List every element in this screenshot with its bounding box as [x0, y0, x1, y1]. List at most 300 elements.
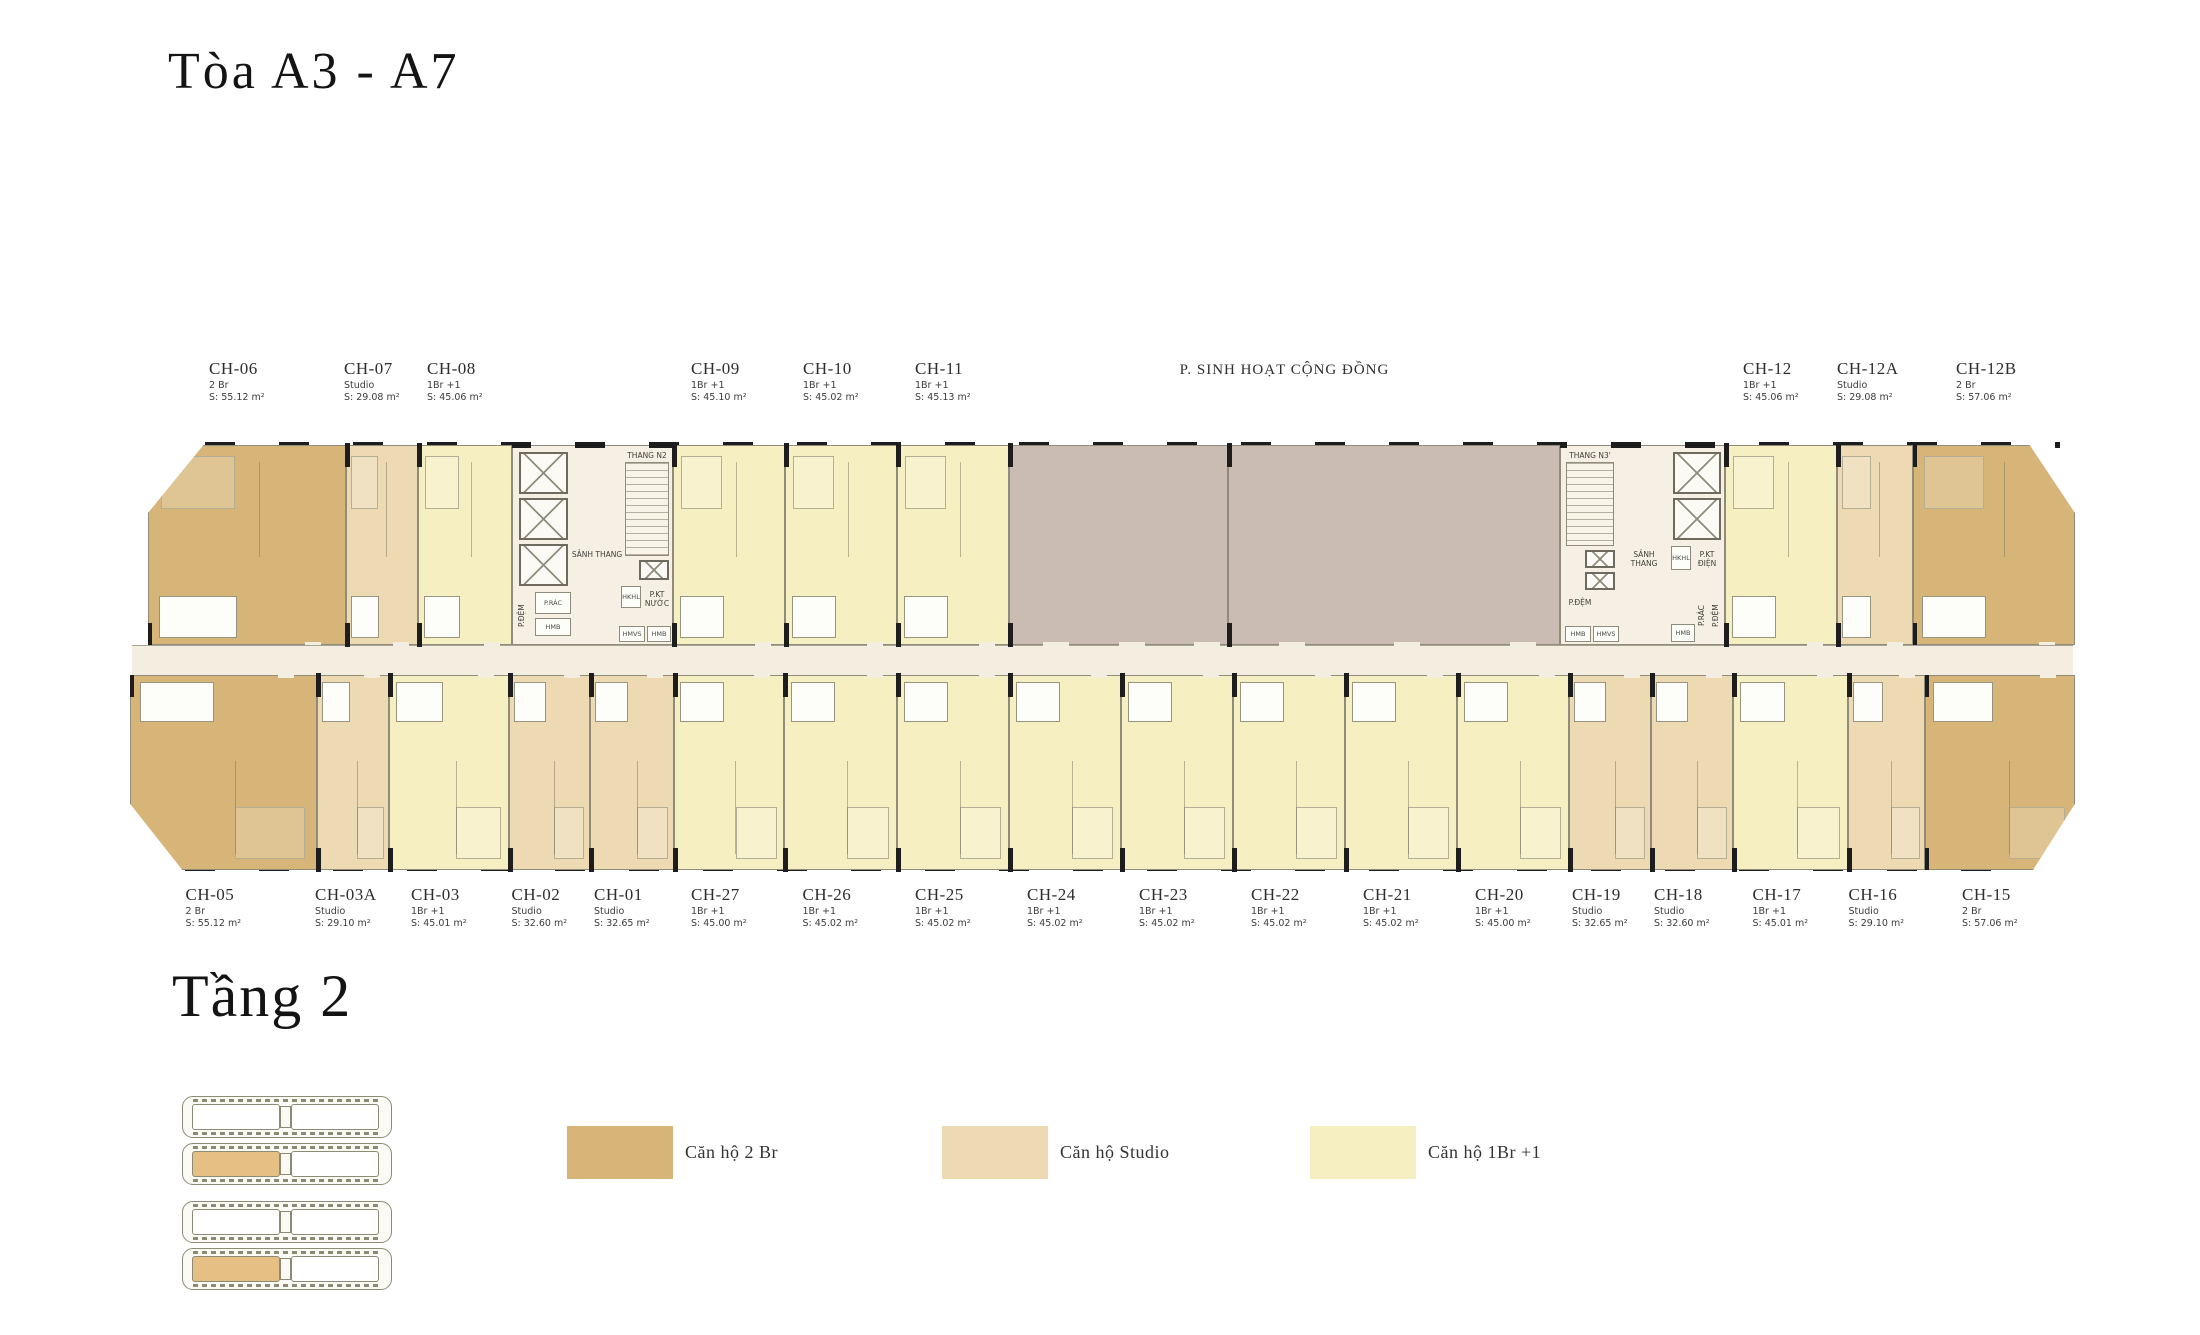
- trash-room: P.RÁC: [535, 592, 571, 614]
- unit-area: S: 45.02 m²: [803, 391, 859, 403]
- apartment-unit-CH-10: [785, 445, 897, 645]
- entry-door: [1817, 673, 1833, 678]
- room-divider: [235, 761, 236, 854]
- bedroom-area: [1842, 456, 1870, 509]
- unit-id: CH-17: [1752, 885, 1802, 904]
- bathroom: [1842, 596, 1872, 638]
- unit-id: CH-16: [1848, 885, 1898, 904]
- legend-item-1br1: [1310, 1126, 1541, 1179]
- trash-room-label: P.RÁC: [1697, 605, 1706, 627]
- site-map-room: [291, 1104, 379, 1130]
- unit-type: Studio: [344, 379, 375, 391]
- site-map-core: [280, 1153, 291, 1175]
- apartment-unit-CH-24: [1009, 675, 1121, 870]
- unit-area: S: 57.06 m²: [1956, 391, 2012, 403]
- bathroom: [159, 596, 237, 638]
- unit-type: 1Br +1: [1363, 905, 1397, 917]
- unit-id: CH-02: [511, 885, 561, 904]
- elevator-shaft-icon: [1673, 498, 1721, 540]
- unit-label-CH-12A: [1837, 360, 1899, 403]
- community-door: [1510, 642, 1536, 647]
- unit-label-CH-12B: [1956, 360, 2017, 403]
- bathroom: [1016, 682, 1060, 723]
- unit-area: S: 45.00 m²: [691, 917, 747, 929]
- unit-id: CH-05: [185, 885, 235, 904]
- electric-tech-line1: P.KT: [1699, 550, 1715, 559]
- unit-id: CH-12B: [1956, 359, 2017, 378]
- bedroom-area: [1520, 807, 1562, 859]
- apartment-unit-CH-16: [1848, 675, 1925, 870]
- bathroom: [351, 596, 379, 638]
- site-map-building: [182, 1143, 392, 1185]
- unit-id: CH-22: [1251, 885, 1300, 904]
- room-divider: [1879, 462, 1880, 557]
- apartment-unit-CH-11: [897, 445, 1009, 645]
- unit-id: CH-06: [209, 359, 258, 378]
- unit-label-CH-12: [1743, 360, 1799, 403]
- unit-type: 1Br +1: [1027, 905, 1061, 917]
- site-map-room-highlighted: [192, 1256, 280, 1282]
- unit-label-CH-18: [1654, 886, 1710, 929]
- staircase: [625, 462, 669, 556]
- site-map-dashes: [193, 1251, 381, 1254]
- room-divider: [735, 761, 736, 854]
- bathroom: [1656, 682, 1688, 723]
- site-map-dashes: [193, 1204, 381, 1207]
- unit-area: S: 45.13 m²: [915, 391, 971, 403]
- apartment-unit-CH-25: [897, 675, 1009, 870]
- bathroom: [1352, 682, 1396, 723]
- legend-item-2br: [567, 1126, 778, 1179]
- apartment-unit-CH-09: [673, 445, 785, 645]
- unit-type: 1Br +1: [915, 379, 949, 391]
- bathroom: [1240, 682, 1284, 723]
- entry-door: [979, 642, 995, 647]
- bedroom-area: [1072, 807, 1114, 859]
- community-room: [1009, 445, 1228, 645]
- unit-id: CH-01: [594, 885, 643, 904]
- bathroom: [140, 682, 214, 723]
- buffer-room-label: P.ĐỆM: [1711, 604, 1720, 628]
- core-left: [512, 445, 673, 645]
- unit-area: S: 32.60 m²: [511, 917, 568, 929]
- apartment-unit-CH-01: [590, 675, 674, 870]
- bedroom-area: [960, 807, 1002, 859]
- electric-tech-line2: ĐIỆN: [1697, 559, 1717, 569]
- entry-door: [364, 673, 380, 678]
- unit-label-CH-11: [915, 360, 971, 403]
- bathroom: [1732, 596, 1776, 638]
- unit-type: 2 Br: [209, 379, 229, 391]
- bathroom: [792, 596, 836, 638]
- unit-area: S: 45.02 m²: [1251, 917, 1307, 929]
- unit-type: 1Br +1: [1251, 905, 1285, 917]
- unit-area: S: 45.01 m²: [1752, 917, 1809, 929]
- room-divider: [848, 462, 849, 557]
- room-divider: [554, 761, 555, 854]
- bathroom: [1853, 682, 1883, 723]
- unit-label-CH-17: [1753, 886, 1809, 929]
- legend-label: Căn hộ Studio: [1060, 1142, 1170, 1162]
- bathroom: [322, 682, 350, 723]
- unit-id: CH-03A: [315, 885, 377, 904]
- apartment-unit-CH-12: [1725, 445, 1837, 645]
- hkhl-box: HKHL: [1671, 546, 1691, 570]
- bedroom-area: [456, 807, 501, 859]
- elevator-shaft-icon: [1673, 452, 1721, 494]
- unit-label-CH-03A: [315, 886, 377, 929]
- unit-type: 1Br +1: [1475, 905, 1509, 917]
- bedroom-area: [357, 807, 384, 859]
- bedroom-area: [161, 456, 235, 509]
- apartment-unit-CH-12B: [1913, 445, 2075, 645]
- unit-label-CH-08: [427, 360, 483, 403]
- site-map-dashes: [193, 1284, 381, 1287]
- bottom-unit-labels: [0, 886, 2200, 946]
- unit-id: CH-26: [802, 885, 852, 904]
- unit-type: 1Br +1: [691, 379, 725, 391]
- bedroom-area: [1924, 456, 1985, 509]
- apartment-unit-CH-21: [1345, 675, 1457, 870]
- bathroom: [1464, 682, 1508, 723]
- entry-door: [1091, 673, 1107, 678]
- unit-id: CH-07: [344, 359, 393, 378]
- floor-title: Tầng 2: [172, 963, 353, 1029]
- community-room: [1228, 445, 1560, 645]
- bathroom: [595, 682, 628, 723]
- unit-id: CH-20: [1475, 885, 1524, 904]
- bedroom-area: [905, 456, 947, 509]
- top-unit-labels: [0, 360, 2200, 420]
- unit-area: S: 32.60 m²: [1654, 917, 1710, 929]
- entry-door: [1899, 673, 1915, 678]
- unit-id: CH-08: [427, 359, 476, 378]
- unit-label-CH-27: [691, 886, 747, 929]
- core-right: [1560, 445, 1725, 645]
- entry-door: [564, 673, 580, 678]
- room-divider: [1520, 761, 1521, 854]
- bathroom: [396, 682, 443, 723]
- water-tech-line1: P.KT: [649, 590, 665, 599]
- room-divider: [386, 462, 387, 557]
- unit-label-CH-15: [1962, 886, 2018, 929]
- unit-id: CH-21: [1363, 885, 1412, 904]
- room-divider: [1615, 761, 1616, 854]
- legend-swatch: [567, 1126, 673, 1179]
- apartment-unit-CH-17: [1733, 675, 1848, 870]
- entry-door: [484, 642, 500, 647]
- apartment-unit-CH-08: [418, 445, 512, 645]
- room-divider: [960, 462, 961, 557]
- unit-id: CH-15: [1962, 885, 2011, 904]
- unit-label-CH-25: [915, 886, 971, 929]
- hmb-box: HMB: [535, 618, 571, 636]
- community-door: [1119, 642, 1145, 647]
- unit-type: 2 Br: [1956, 379, 1976, 391]
- unit-id: CH-10: [803, 359, 852, 378]
- room-divider: [637, 761, 638, 854]
- site-map-core: [280, 1211, 291, 1233]
- entry-door: [1539, 673, 1555, 678]
- bedroom-area: [847, 807, 889, 859]
- entry-door: [1706, 673, 1722, 678]
- legend-item-studio: [942, 1126, 1170, 1179]
- unit-id: CH-11: [915, 359, 964, 378]
- unit-area: S: 32.65 m²: [1572, 917, 1628, 929]
- bedroom-area: [1797, 807, 1840, 859]
- hkhl-box: HKHL: [621, 586, 641, 608]
- site-map-room: [291, 1151, 379, 1177]
- unit-area: S: 45.06 m²: [1743, 391, 1799, 403]
- site-map-building: [182, 1201, 392, 1243]
- unit-type: 1Br +1: [1743, 379, 1777, 391]
- bathroom: [1740, 682, 1785, 723]
- bathroom: [514, 682, 546, 723]
- unit-area: S: 45.00 m²: [1475, 917, 1531, 929]
- entry-door: [393, 642, 409, 647]
- hmvs-box: HMVS: [619, 626, 645, 642]
- apartment-unit-CH-15: [1925, 675, 2075, 870]
- entry-door: [979, 673, 995, 678]
- unit-id: CH-12: [1743, 359, 1792, 378]
- unit-id: CH-23: [1139, 885, 1188, 904]
- entry-door: [1315, 673, 1331, 678]
- floor-plan-graphic: [130, 443, 2075, 873]
- bathroom: [680, 682, 723, 723]
- unit-area: S: 29.08 m²: [1837, 391, 1893, 403]
- unit-id: CH-24: [1027, 885, 1076, 904]
- legend-label: Căn hộ 1Br +1: [1428, 1142, 1542, 1162]
- apartment-unit-CH-19: [1569, 675, 1651, 870]
- entry-door: [647, 673, 663, 678]
- electric-tech-room-label: [1691, 550, 1723, 569]
- apartment-unit-CH-03A: [317, 675, 389, 870]
- unit-label-CH-03: [411, 886, 467, 929]
- unit-label-CH-06: [209, 360, 265, 403]
- page-title: Tòa A3 - A7: [168, 43, 460, 100]
- site-map-dashes: [193, 1146, 381, 1149]
- apartment-unit-CH-18: [1651, 675, 1733, 870]
- stair-label: THANG N2: [627, 451, 667, 460]
- apartment-unit-CH-03: [389, 675, 509, 870]
- entry-door: [1624, 673, 1640, 678]
- room-divider: [456, 761, 457, 854]
- unit-id: CH-03: [411, 885, 460, 904]
- unit-type: 2 Br: [185, 905, 205, 917]
- bathroom: [904, 682, 948, 723]
- bathroom: [1128, 682, 1172, 723]
- unit-area: S: 45.02 m²: [1363, 917, 1419, 929]
- site-map-room: [291, 1256, 379, 1282]
- unit-label-CH-21: [1363, 886, 1419, 929]
- bathroom: [1922, 596, 1986, 638]
- entry-door: [754, 673, 770, 678]
- bedroom-area: [1733, 456, 1775, 509]
- room-divider: [736, 462, 737, 557]
- room-divider: [471, 462, 472, 557]
- unit-label-CH-16: [1849, 886, 1905, 929]
- stair-lobby-label: SẢNH THANG: [1630, 550, 1658, 569]
- unit-area: S: 55.12 m²: [185, 917, 242, 929]
- apartment-unit-CH-07: [346, 445, 418, 645]
- unit-area: S: 45.02 m²: [1139, 917, 1195, 929]
- bedroom-area: [2009, 807, 2065, 859]
- community-door: [1394, 642, 1420, 647]
- bedroom-area: [1615, 807, 1645, 859]
- bedroom-area: [554, 807, 584, 859]
- room-divider: [2009, 761, 2010, 854]
- unit-label-CH-01: [594, 886, 650, 929]
- bathroom: [424, 596, 461, 638]
- unit-area: S: 57.06 m²: [1962, 917, 2018, 929]
- room-divider: [1296, 761, 1297, 854]
- unit-label-CH-22: [1251, 886, 1307, 929]
- bedroom-area: [793, 456, 835, 509]
- unit-type: Studio: [315, 905, 346, 917]
- water-tech-line2: NƯỚC: [644, 599, 670, 609]
- site-map-room-highlighted: [192, 1151, 280, 1177]
- unit-area: S: 45.02 m²: [1027, 917, 1083, 929]
- unit-type: Studio: [1572, 905, 1603, 917]
- site-map-core: [280, 1258, 291, 1280]
- bedroom-area: [681, 456, 723, 509]
- site-map-building: [182, 1248, 392, 1290]
- bedroom-area: [1184, 807, 1226, 859]
- unit-id: CH-18: [1654, 885, 1703, 904]
- apartment-unit-CH-02: [509, 675, 590, 870]
- buffer-room-label: P.ĐỆM: [517, 604, 526, 628]
- unit-type: Studio: [1837, 379, 1868, 391]
- shaft-icon: [1585, 572, 1615, 590]
- apartment-unit-CH-05: [130, 675, 317, 870]
- apartment-unit-CH-06: [148, 445, 346, 645]
- apartment-unit-CH-27: [674, 675, 784, 870]
- unit-label-CH-20: [1475, 886, 1531, 929]
- unit-type: 1Br +1: [1752, 905, 1786, 917]
- bedroom-area: [736, 807, 777, 859]
- unit-area: S: 55.12 m²: [209, 391, 265, 403]
- site-map-building: [182, 1096, 392, 1138]
- room-divider: [1697, 761, 1698, 854]
- room-divider: [1891, 761, 1892, 854]
- room-divider: [960, 761, 961, 854]
- room-divider: [1797, 761, 1798, 854]
- unit-type: 1Br +1: [691, 905, 725, 917]
- stair-lobby-label: SẢNH THANG: [571, 550, 623, 559]
- unit-type: 1Br +1: [802, 905, 836, 917]
- unit-type: 1Br +1: [411, 905, 445, 917]
- site-map-dashes: [193, 1099, 381, 1102]
- bedroom-area: [637, 807, 668, 859]
- unit-label-CH-19: [1572, 886, 1628, 929]
- community-door: [1043, 642, 1069, 647]
- unit-type: Studio: [594, 905, 625, 917]
- elevator-shaft-icon: [519, 544, 568, 586]
- site-map-dashes: [193, 1132, 381, 1135]
- elevator-shaft-icon: [519, 452, 568, 494]
- hmb-box: HMB: [1671, 624, 1695, 642]
- room-divider: [259, 462, 260, 557]
- unit-label-CH-02: [512, 886, 568, 929]
- unit-area: S: 45.01 m²: [411, 917, 467, 929]
- staircase: [1566, 462, 1614, 546]
- room-divider: [2004, 462, 2005, 557]
- room-divider: [1408, 761, 1409, 854]
- shaft-icon: [639, 560, 669, 580]
- unit-label-CH-09: [691, 360, 747, 403]
- apartment-unit-CH-26: [784, 675, 897, 870]
- room-divider: [1072, 761, 1073, 854]
- site-map-room: [192, 1209, 280, 1235]
- site-map-room: [291, 1209, 379, 1235]
- site-map-dashes: [193, 1237, 381, 1240]
- unit-id: CH-27: [691, 885, 740, 904]
- bathroom: [904, 596, 948, 638]
- bedroom-area: [1408, 807, 1450, 859]
- unit-id: CH-12A: [1837, 359, 1899, 378]
- unit-label-CH-24: [1027, 886, 1083, 929]
- unit-type: Studio: [1848, 905, 1879, 917]
- unit-area: S: 45.06 m²: [427, 391, 483, 403]
- shaft-icon: [1585, 550, 1615, 568]
- unit-type: 1Br +1: [427, 379, 461, 391]
- bathroom: [1933, 682, 1992, 723]
- bedroom-area: [1296, 807, 1338, 859]
- entry-door: [1887, 642, 1903, 647]
- water-tech-room-label: [641, 590, 673, 609]
- unit-area: S: 29.10 m²: [1848, 917, 1905, 929]
- bathroom: [791, 682, 835, 723]
- hmb-box: HMB: [647, 626, 671, 642]
- apartment-unit-CH-23: [1121, 675, 1233, 870]
- community-room-label: P. SINH HOẠT CỘNG ĐỒNG: [1179, 362, 1390, 378]
- site-location-map: [182, 1096, 390, 1294]
- legend-label: Căn hộ 2 Br: [685, 1142, 778, 1162]
- entry-door: [755, 642, 771, 647]
- hmb-box: HMB: [1565, 626, 1591, 642]
- unit-area: S: 45.02 m²: [802, 917, 859, 929]
- entry-door: [867, 673, 883, 678]
- stair-label: THANG N3': [1569, 451, 1611, 460]
- room-divider: [847, 761, 848, 854]
- entry-door: [1807, 642, 1823, 647]
- unit-type: 2 Br: [1962, 905, 1982, 917]
- elevator-shaft-icon: [519, 498, 568, 540]
- unit-area: S: 29.08 m²: [344, 391, 400, 403]
- unit-area: S: 45.10 m²: [691, 391, 747, 403]
- unit-label-CH-23: [1139, 886, 1195, 929]
- unit-type: Studio: [511, 905, 542, 917]
- unit-id: CH-25: [915, 885, 964, 904]
- unit-area: S: 45.02 m²: [915, 917, 971, 929]
- legend-swatch: [1310, 1126, 1416, 1179]
- unit-label-CH-10: [803, 360, 859, 403]
- unit-label-CH-05: [186, 886, 242, 929]
- entry-door: [1203, 673, 1219, 678]
- unit-label-CH-26: [803, 886, 859, 929]
- legend-swatch: [942, 1126, 1048, 1179]
- unit-type: 1Br +1: [915, 905, 949, 917]
- site-map-room: [192, 1104, 280, 1130]
- community-door: [1279, 642, 1305, 647]
- entry-door: [1427, 673, 1443, 678]
- unit-id: CH-09: [691, 359, 740, 378]
- room-divider: [357, 761, 358, 854]
- unit-label-CH-07: [344, 360, 400, 403]
- site-map-dashes: [193, 1179, 381, 1182]
- bedroom-area: [1891, 807, 1920, 859]
- apartment-unit-CH-12A: [1837, 445, 1913, 645]
